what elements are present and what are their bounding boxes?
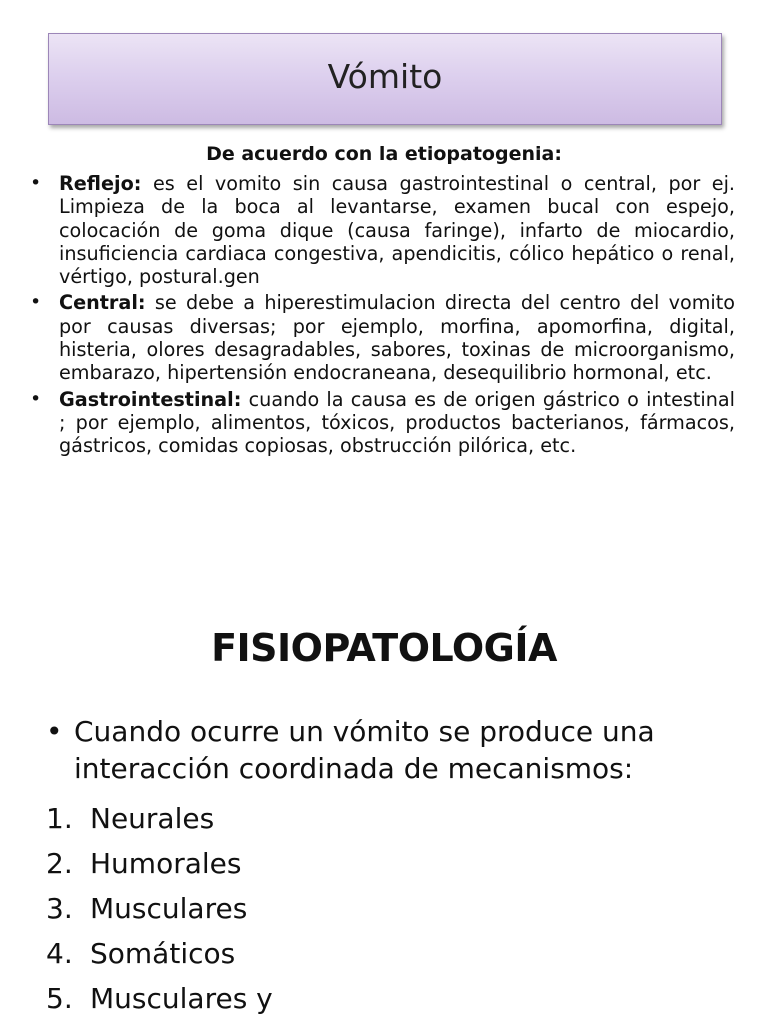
item-number: 2. <box>46 847 73 880</box>
term-description: cuando la causa es de origen gástrico o intestinal ; por ejemplo, alimentos, tóxicos, productos bacterianos, fármacos, gástricos, comidas copiosas, obstrucción pilórica, etc. <box>59 387 735 458</box>
slide-fisiopatologia <box>0 575 768 1024</box>
term-description: es el vomito sin causa gastrointestinal o central, por ej. Limpieza de la boca al levantarse, examen bucal con espejo, colocación de goma dique (causa faringe), infarto de miocardio, insuficiencia cardiaca congestiva, apendicitis, cólico hepático o renal, vértigo, postural.gen <box>59 172 735 289</box>
bullet-icon: • <box>46 715 63 748</box>
intro-text: Cuando ocurre un vómito se produce una interacción coordinada de mecanismos: <box>74 715 655 785</box>
list-item <box>46 886 273 931</box>
item-label: Humorales <box>90 847 242 880</box>
slide-subtitle: De acuerdo con la etiopatogenia: <box>206 143 562 165</box>
list-item <box>46 931 273 976</box>
term-label: Central: <box>59 291 146 315</box>
item-label: Somáticos <box>90 937 236 970</box>
bullet-icon: • <box>30 387 42 410</box>
list-item-reflejo <box>30 172 735 288</box>
intro-paragraph <box>46 713 726 787</box>
section-title: FISIOPATOLOGÍA <box>211 626 557 670</box>
list-item <box>46 841 273 886</box>
list-item-central <box>30 291 735 384</box>
mechanisms-list <box>46 796 273 1021</box>
list-item <box>46 796 273 841</box>
bullet-icon: • <box>30 291 42 314</box>
list-item-gastrointestinal <box>30 388 735 458</box>
item-label: Musculares y <box>90 982 273 1015</box>
slide-title: Vómito <box>327 56 443 96</box>
etiology-list <box>30 172 735 461</box>
item-number: 5. <box>46 982 73 1015</box>
item-label: Neurales <box>90 802 215 835</box>
title-box <box>48 33 722 125</box>
item-number: 4. <box>46 937 73 970</box>
term-label: Gastrointestinal: <box>59 387 242 411</box>
term-description: se debe a hiperestimulacion directa del centro del vomito por causas diversas; por ejemplo, morfina, apomorfina, digital, histeria, olores desagradables, sabores, toxinas de microorganismo, embarazo, hipertensión endocraneana, desequilibrio hormonal, etc. <box>59 291 735 385</box>
list-item <box>46 976 273 1021</box>
item-label: Musculares <box>90 892 248 925</box>
item-number: 1. <box>46 802 73 835</box>
bullet-icon: • <box>30 172 42 194</box>
term-label: Reflejo: <box>59 172 142 195</box>
item-number: 3. <box>46 892 73 925</box>
